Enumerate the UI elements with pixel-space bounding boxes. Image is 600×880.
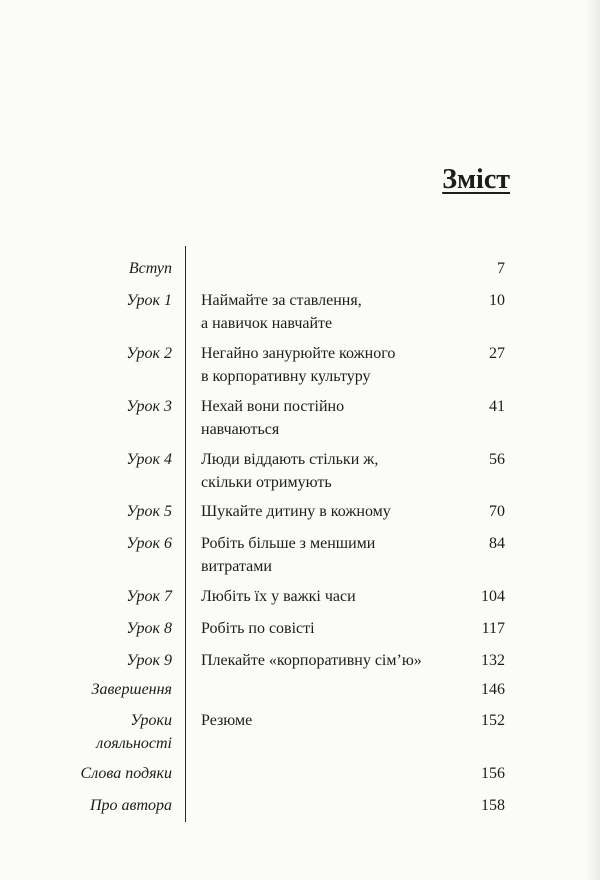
toc-entry-title-line: Робіть більше з меншими — [201, 535, 376, 552]
toc-entry-title-line: Люди віддають стільки ж, — [201, 451, 379, 468]
toc-entry-title — [201, 532, 451, 578]
toc-entry-title — [201, 342, 451, 388]
toc-entry-title — [201, 500, 451, 523]
toc-entry-title-line: витратами — [201, 558, 272, 575]
toc-entry-label-line: Уроки — [130, 712, 172, 729]
toc-entry-label — [126, 585, 172, 608]
toc-entry-label — [126, 649, 172, 672]
toc-entry-label-line: Урок 8 — [126, 620, 172, 637]
toc-entry-label — [126, 289, 172, 312]
toc-entry-label — [126, 500, 172, 523]
toc-entry-label-line: Урок 1 — [126, 292, 172, 309]
toc-entry-label — [81, 762, 172, 785]
toc-entry-title-line: Шукайте дитину в кожному — [201, 503, 391, 520]
toc-entry-title-line: Нехай вони постійно — [201, 398, 345, 415]
toc-entry-page-number: 41 — [489, 398, 505, 415]
toc-entry-page-number: 10 — [489, 292, 505, 309]
toc-entry-page-number: 56 — [489, 451, 505, 468]
toc-entry-label — [92, 678, 172, 701]
toc-entry-label — [90, 794, 172, 817]
toc-entry-title — [201, 448, 451, 494]
toc-entry-title-line: Резюме — [201, 712, 253, 729]
toc-entry-title-line: Робіть по совісті — [201, 620, 315, 637]
toc-entry-label — [129, 257, 172, 280]
toc-entry-title-line: а навичок навчайте — [201, 315, 333, 332]
toc-entry-label-line: Урок 5 — [126, 503, 172, 520]
toc-entry-label — [126, 617, 172, 640]
toc-entry-page-number: 7 — [497, 260, 505, 277]
toc-entry-page-number: 158 — [481, 797, 505, 814]
toc-entry-label-line: Про автора — [89, 797, 172, 814]
toc-entry-page-number: 156 — [481, 765, 505, 782]
toc-entry-title — [201, 617, 451, 640]
toc-entry-label-line: Урок 7 — [126, 588, 172, 605]
toc-entry-title-line: Негайно занурюйте кожного — [201, 345, 396, 362]
toc-entry-title-line: Любіть їх у важкі часи — [201, 588, 356, 605]
toc-entry-label — [96, 709, 172, 755]
toc-entry-page-number: 27 — [489, 345, 505, 362]
toc-entry-title — [201, 395, 451, 441]
toc-entry-label-line: Завершення — [91, 681, 172, 698]
toc-entry-title-line: Плекайте «корпоративну сім’ю» — [201, 652, 422, 669]
toc-entry-title — [201, 289, 451, 335]
toc-entry-label — [126, 448, 172, 471]
toc-entry-label-line: Урок 2 — [126, 345, 172, 362]
toc-entry-page-number: 70 — [489, 503, 505, 520]
toc-entry-page-number: 104 — [481, 588, 505, 605]
toc-entry-label-line: лояльності — [96, 735, 172, 752]
toc-entry-label-line: Слова подяки — [80, 765, 172, 782]
toc-entry-label — [126, 532, 172, 555]
toc-entry-label — [126, 342, 172, 365]
toc-entry-page-number: 152 — [481, 712, 505, 729]
toc-entry-page-number: 84 — [489, 535, 505, 552]
toc-entry-title-line: Наймайте за ставлення, — [201, 292, 362, 309]
toc-entry-page-number: 132 — [481, 652, 505, 669]
toc-entry-title-line: в корпоративну культуру — [201, 368, 371, 385]
toc-entry-label-line: Урок 9 — [126, 652, 172, 669]
toc-heading: Зміст — [442, 164, 510, 195]
toc-entry-title — [201, 649, 451, 672]
toc-entry-title — [201, 585, 451, 608]
toc-entry-title — [201, 709, 451, 732]
toc-entry-page-number: 117 — [481, 620, 505, 637]
toc-entry-label-line: Урок 3 — [126, 398, 172, 415]
toc-entry-label-line: Урок 4 — [126, 451, 172, 468]
toc-entry-title-line: скільки отримують — [201, 474, 332, 491]
toc-entry-label-line: Урок 6 — [126, 535, 172, 552]
toc-entry-page-number: 146 — [481, 681, 505, 698]
toc-entry-label — [126, 395, 172, 418]
toc-entry-label-line: Вступ — [128, 260, 172, 277]
toc-entry-title-line: навчаються — [201, 421, 280, 438]
